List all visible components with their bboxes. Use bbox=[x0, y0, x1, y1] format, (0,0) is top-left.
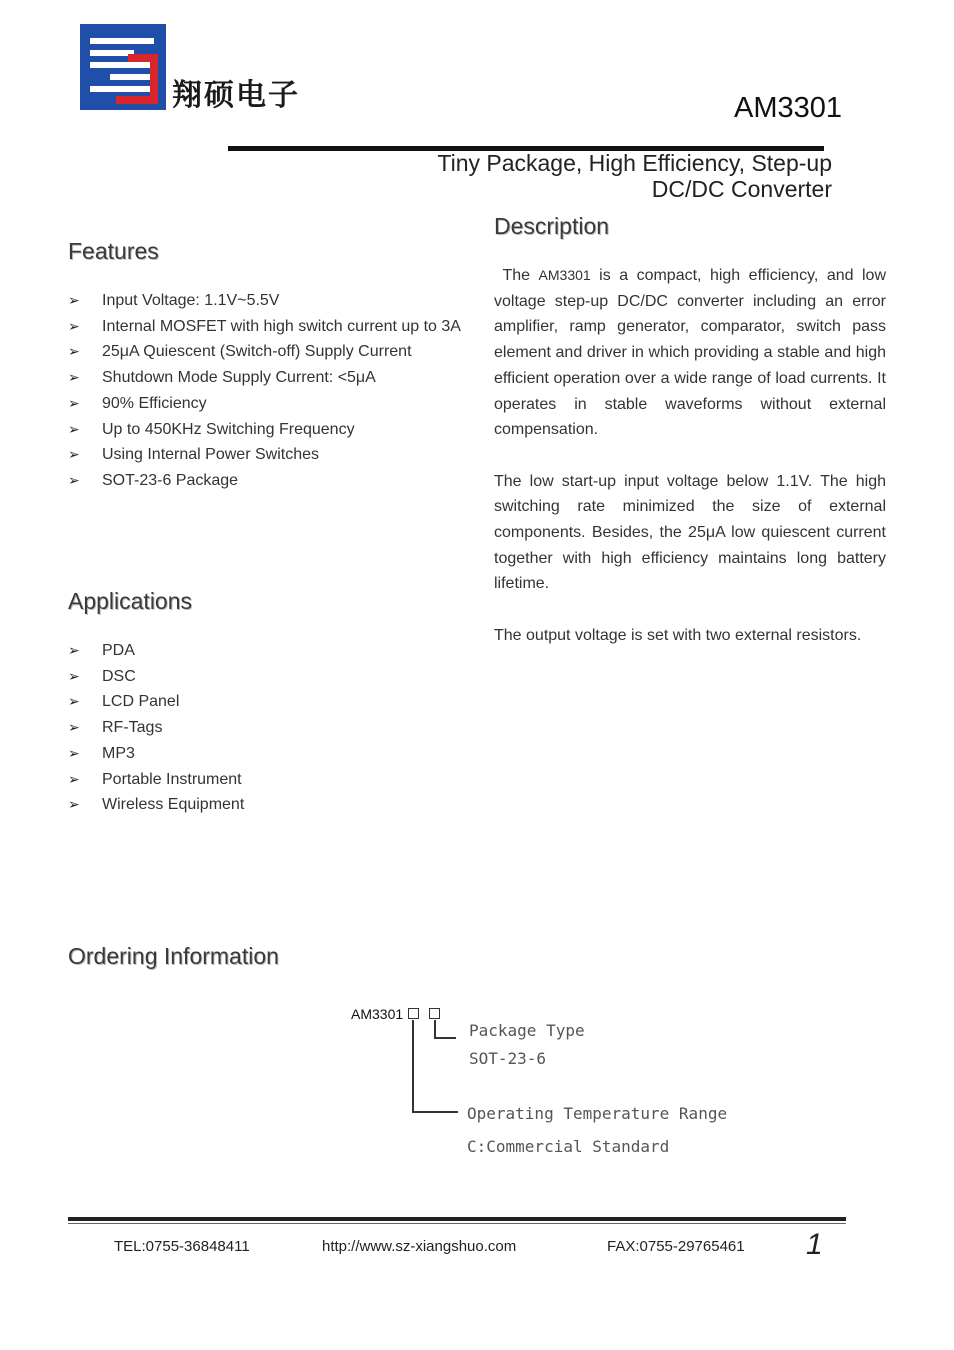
connector-line bbox=[412, 1020, 414, 1112]
part-number: AM3301 bbox=[733, 92, 842, 124]
list-item: ➢ SOT-23-6 Package bbox=[68, 468, 468, 494]
applications-list bbox=[68, 638, 468, 818]
document-subtitle bbox=[437, 150, 832, 202]
model-name: AM3301 bbox=[538, 267, 591, 283]
footer-website-link[interactable]: http://www.sz-xiangshuo.com bbox=[322, 1238, 517, 1255]
list-item: ➢ Internal MOSFET with high switch current up to 3A bbox=[68, 314, 468, 340]
list-item: ➢ RF-Tags bbox=[68, 715, 468, 741]
description-body bbox=[494, 263, 886, 674]
applications-heading: Applications bbox=[68, 588, 193, 614]
arrow-bullet-icon: ➢ bbox=[68, 744, 80, 761]
description-paragraph-2: The low start-up input voltage below 1.1V. The high switching rate minimized the size of external components. Besides, the 25μA low quiescent current together with high efficiency maintains long battery lifetime. bbox=[494, 472, 886, 593]
company-logo bbox=[80, 24, 166, 110]
footer-rule bbox=[68, 1217, 846, 1221]
features-list bbox=[68, 288, 468, 494]
temperature-range-value: C:Commercial Standard bbox=[467, 1137, 670, 1156]
arrow-bullet-icon: ➢ bbox=[68, 667, 80, 684]
ordering-code: AM3301 bbox=[351, 1006, 404, 1022]
list-item: ➢ PDA bbox=[68, 638, 468, 664]
package-type-value: SOT-23-6 bbox=[469, 1049, 547, 1068]
arrow-bullet-icon: ➢ bbox=[68, 642, 80, 658]
features-heading: Features bbox=[68, 238, 159, 264]
ordering-box-package bbox=[429, 1008, 440, 1019]
arrow-bullet-icon: ➢ bbox=[68, 292, 80, 308]
footer-rule-thin bbox=[68, 1223, 846, 1224]
package-type-label: Package Type bbox=[469, 1021, 585, 1040]
arrow-bullet-icon: ➢ bbox=[68, 471, 80, 488]
arrow-bullet-icon: ➢ bbox=[68, 446, 80, 463]
list-item: ➢ DSC bbox=[68, 664, 468, 690]
ordering-heading: Ordering Information bbox=[68, 943, 279, 969]
list-item: ➢ Up to 450KHz Switching Frequency bbox=[68, 417, 468, 443]
list-item: ➢ Wireless Equipment bbox=[68, 792, 468, 818]
list-item: ➢ Portable Instrument bbox=[68, 767, 468, 793]
connector-line bbox=[434, 1037, 456, 1039]
arrow-bullet-icon: ➢ bbox=[68, 693, 80, 710]
arrow-bullet-icon: ➢ bbox=[68, 343, 80, 360]
page-number: 1 bbox=[806, 1228, 823, 1261]
arrow-bullet-icon: ➢ bbox=[68, 796, 80, 813]
arrow-bullet-icon: ➢ bbox=[68, 770, 80, 787]
arrow-bullet-icon: ➢ bbox=[68, 394, 80, 411]
description-paragraph-3: The output voltage is set with two external resistors. bbox=[494, 626, 862, 644]
list-item: ➢ LCD Panel bbox=[68, 689, 468, 715]
arrow-bullet-icon: ➢ bbox=[68, 420, 80, 437]
arrow-bullet-icon: ➢ bbox=[68, 317, 80, 334]
description-paragraph-1: The AM3301 is a compact, high efficiency, and low voltage step-up DC/DC converter including an error amplifier, ramp generator, comparator, switch pass element and driver in which providing a stable and high efficient operation over a wide range of load currents. It operates in stable waveforms without external compensation. bbox=[494, 267, 886, 439]
description-heading: Description bbox=[494, 213, 610, 239]
connector-line bbox=[412, 1111, 458, 1113]
list-item: ➢ 25μA Quiescent (Switch-off) Supply Current bbox=[68, 339, 468, 365]
ordering-box-temperature bbox=[408, 1008, 419, 1019]
footer-tel: TEL:0755-36848411 bbox=[114, 1238, 250, 1255]
list-item: ➢ MP3 bbox=[68, 741, 468, 767]
list-item: ➢ Shutdown Mode Supply Current: <5μA bbox=[68, 365, 468, 391]
list-item: ➢ 90% Efficiency bbox=[68, 391, 468, 417]
list-item: ➢ Input Voltage: 1.1V~5.5V bbox=[68, 288, 468, 314]
arrow-bullet-icon: ➢ bbox=[68, 369, 80, 386]
footer-fax: FAX:0755-29765461 bbox=[607, 1238, 745, 1255]
list-item: ➢ Using Internal Power Switches bbox=[68, 442, 468, 468]
connector-line bbox=[434, 1020, 436, 1038]
company-name: 翔硕电子 bbox=[172, 78, 300, 113]
arrow-bullet-icon: ➢ bbox=[68, 719, 80, 736]
temperature-range-label: Operating Temperature Range bbox=[467, 1104, 728, 1123]
subtitle-line-1: Tiny Package, High Efficiency, Step-up bbox=[437, 150, 832, 176]
subtitle-line-2: DC/DC Converter bbox=[651, 176, 832, 202]
